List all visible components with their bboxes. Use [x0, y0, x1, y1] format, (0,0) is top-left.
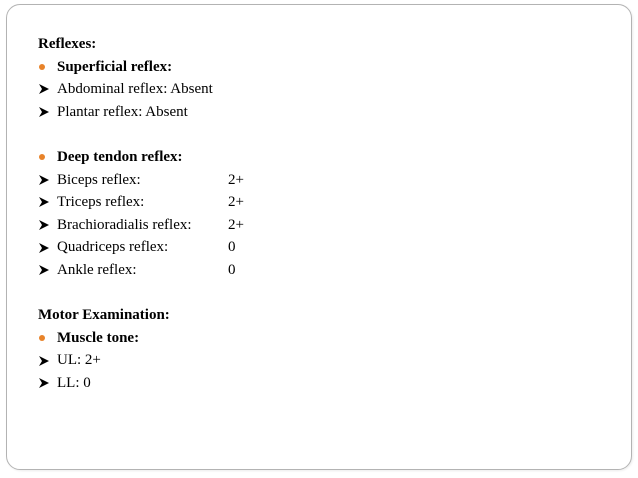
quadriceps-reflex-label: Quadriceps reflex:: [57, 239, 169, 256]
list-item: [38, 78, 598, 101]
brachioradialis-reflex-label: Brachioradialis reflex:: [57, 216, 192, 233]
list-item: [38, 101, 598, 124]
arrowhead-bullet-icon: [38, 242, 52, 254]
muscle-tone-heading-text: Muscle tone:: [57, 329, 140, 346]
blank-line: [38, 123, 598, 146]
upper-limb-tone-text: UL: 2+: [57, 352, 101, 369]
arrowhead-bullet-icon: [38, 174, 52, 186]
deep-tendon-reflex-heading: [38, 146, 598, 169]
round-bullet-icon: [39, 335, 45, 341]
list-item: [38, 372, 598, 395]
round-bullet-icon: [39, 64, 45, 70]
motor-examination-heading-text: Motor Examination:: [38, 307, 170, 324]
abdominal-reflex-text: Abdominal reflex: Absent: [57, 81, 213, 98]
reflexes-heading-text: Reflexes:: [38, 36, 97, 52]
arrowhead-bullet-icon: [38, 196, 52, 208]
list-item: [38, 214, 598, 237]
brachioradialis-reflex-value: 2+: [228, 216, 244, 233]
arrowhead-bullet-icon: [38, 83, 52, 95]
deep-tendon-reflex-heading-text: Deep tendon reflex:: [57, 148, 183, 165]
reflexes-heading: [38, 33, 598, 56]
plantar-reflex-text: Plantar reflex: Absent: [57, 103, 188, 120]
arrowhead-bullet-icon: [38, 219, 52, 231]
list-item: [38, 236, 598, 259]
ankle-reflex-label: Ankle reflex:: [57, 261, 137, 278]
list-item: [38, 169, 598, 192]
superficial-reflex-heading-text: Superficial reflex:: [57, 58, 173, 75]
arrowhead-bullet-icon: [38, 264, 52, 276]
round-bullet-icon: [39, 154, 45, 160]
list-item: [38, 349, 598, 372]
arrowhead-bullet-icon: [38, 377, 52, 389]
arrowhead-bullet-icon: [38, 106, 52, 118]
ankle-reflex-value: 0: [228, 261, 236, 278]
triceps-reflex-value: 2+: [228, 194, 244, 211]
list-item: [38, 191, 598, 214]
lower-limb-tone-text: LL: 0: [57, 374, 91, 391]
motor-examination-heading: [38, 304, 598, 327]
muscle-tone-heading: [38, 327, 598, 350]
arrowhead-bullet-icon: [38, 355, 52, 367]
biceps-reflex-label: Biceps reflex:: [57, 171, 141, 188]
quadriceps-reflex-value: 0: [228, 239, 236, 256]
slide-content: [38, 33, 598, 395]
blank-line: [38, 282, 598, 305]
superficial-reflex-heading: [38, 56, 598, 79]
list-item: [38, 259, 598, 282]
biceps-reflex-value: 2+: [228, 171, 244, 188]
triceps-reflex-label: Triceps reflex:: [57, 194, 145, 211]
